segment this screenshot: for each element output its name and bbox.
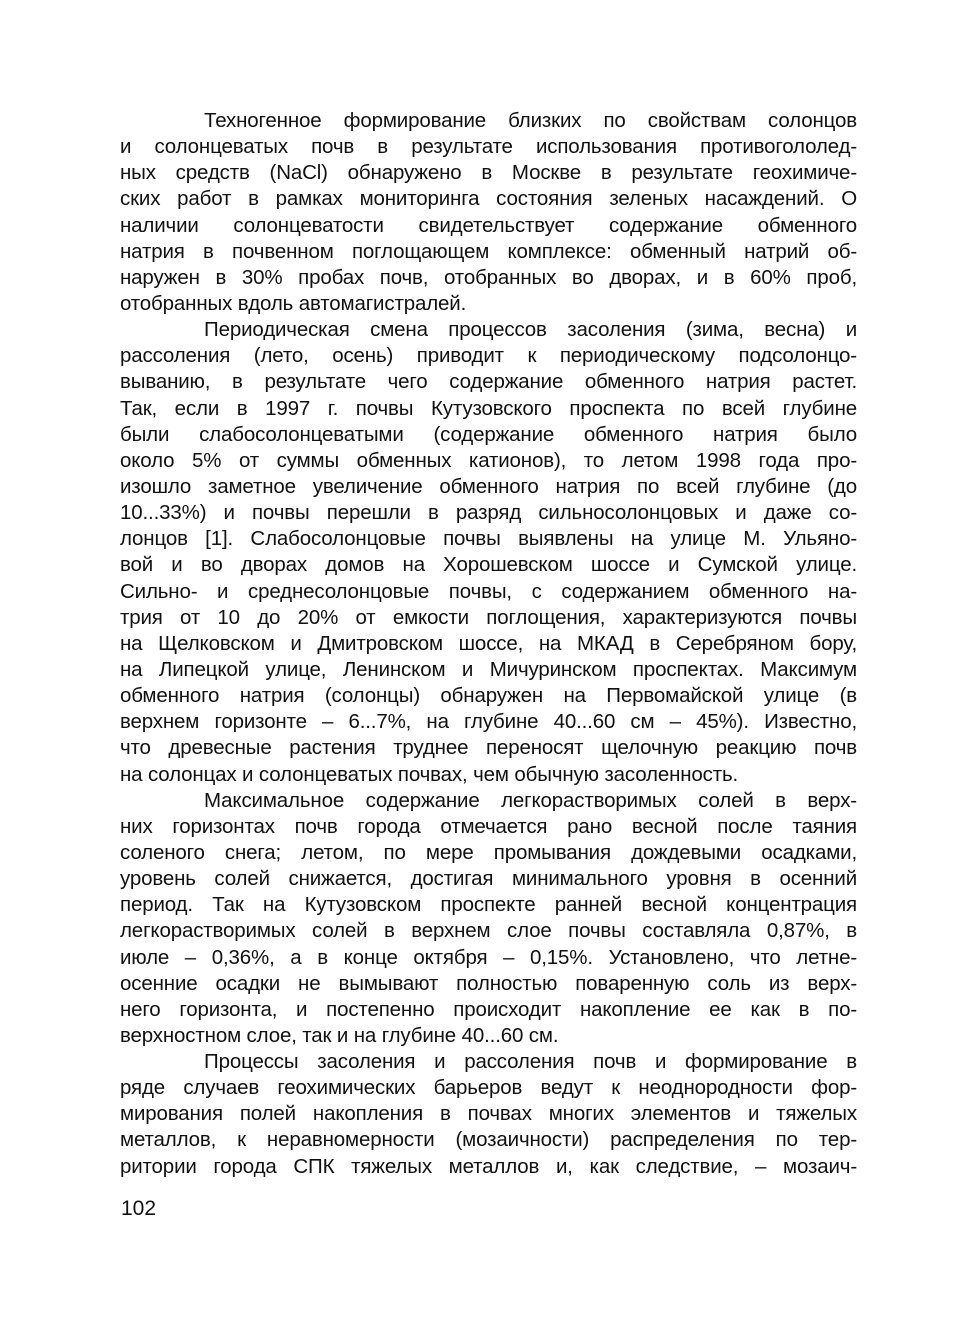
text-line: наружен в 30% пробах почв, отобранных во дворах, и в 60% проб, bbox=[120, 265, 857, 289]
text-line: Техногенное формирование близких по свойствам солонцов bbox=[204, 109, 857, 132]
paragraph-3 bbox=[120, 788, 857, 1049]
text-line: мирования полей накопления в почвах многих элементов и тяжелых bbox=[120, 1102, 857, 1126]
text-line: трия от 10 до 20% от емкости поглощения, характеризуются почвы bbox=[120, 605, 857, 629]
text-line: отобранных вдоль автомагистралей. bbox=[120, 291, 467, 315]
text-line: обменного натрия (солонцы) обнаружен на Первомайской улице (в bbox=[120, 684, 857, 708]
page-number: 102 bbox=[121, 1197, 157, 1220]
text-line: ряде случаев геохимических барьеров ведут к неоднородности фор- bbox=[120, 1076, 857, 1100]
text-line: период. Так на Кутузовском проспекте ранней весной концентрация bbox=[120, 893, 857, 917]
text-line: осенние осадки не вымывают полностью поваренную соль из верх- bbox=[120, 971, 857, 995]
text-line: на солонцах и солонцеватых почвах, чем обычную засоленность. bbox=[120, 762, 739, 786]
text-line: ных средств (NaCl) обнаружено в Москве в результате геохимиче- bbox=[120, 161, 857, 185]
text-line: вой и во дворах домов на Хорошевском шоссе и Сумской улице. bbox=[120, 553, 857, 577]
text-line: Процессы засоления и рассоления почв и формирование в bbox=[204, 1050, 857, 1074]
text-line: него горизонта, и постепенно происходит накопление ее как в по- bbox=[120, 997, 857, 1021]
text-line: металлов, к неравномерности (мозаичности) распределения по тер- bbox=[120, 1128, 857, 1152]
text-line: верхнем горизонте – 6...7%, на глубине 40...60 см – 45%). Известно, bbox=[120, 710, 857, 734]
text-line: натрия в почвенном поглощающем комплексе: обменный натрий об- bbox=[120, 239, 857, 263]
text-line: выванию, в результате чего содержание обменного натрия растет. bbox=[120, 370, 857, 394]
text-line: Периодическая смена процессов засоления (зима, весна) и bbox=[204, 318, 857, 342]
text-line: 10...33%) и почвы перешли в разряд сильносолонцовых и даже со- bbox=[120, 501, 857, 525]
text-line: ритории города СПК тяжелых металлов и, как следствие, – мозаич- bbox=[120, 1154, 857, 1178]
text-line: что древесные растения труднее переносят щелочную реакцию почв bbox=[120, 736, 857, 760]
text-line: на Липецкой улице, Ленинском и Мичуринском проспектах. Максимум bbox=[120, 657, 857, 681]
text-line: изошло заметное увеличение обменного натрия по всей глубине (до bbox=[120, 474, 857, 498]
text-line: наличии солонцеватости свидетельствует содержание обменного bbox=[120, 213, 857, 237]
text-line: уровень солей снижается, достигая минимального уровня в осенний bbox=[120, 867, 857, 891]
text-line: около 5% от суммы обменных катионов), то летом 1998 года про- bbox=[120, 448, 857, 472]
text-line: верхностном слое, так и на глубине 40...60 см. bbox=[120, 1023, 559, 1047]
text-line: Максимальное содержание легкорастворимых солей в верх- bbox=[204, 788, 857, 812]
text-line: Сильно- и среднесолонцовые почвы, с содержанием обменного на- bbox=[120, 579, 857, 603]
text-line: соленого снега; летом, по мере промывания дождевыми осадками, bbox=[120, 840, 857, 864]
text-line: рассоления (лето, осень) приводит к периодическому подсолонцо- bbox=[120, 344, 857, 368]
paragraph-1 bbox=[120, 108, 857, 317]
text-line: ских работ в рамках мониторинга состояния зеленых насаждений. О bbox=[120, 187, 857, 211]
body-text bbox=[120, 108, 857, 1180]
text-line: на Щелковском и Дмитровском шоссе, на МКАД в Серебряном бору, bbox=[120, 631, 857, 655]
paragraph-2 bbox=[120, 317, 857, 788]
text-line: Так, если в 1997 г. почвы Кутузовского проспекта по всей глубине bbox=[120, 396, 857, 420]
text-line: легкорастворимых солей в верхнем слое почвы составляла 0,87%, в bbox=[120, 919, 857, 943]
text-line: были слабосолонцеватыми (содержание обменного натрия было bbox=[120, 422, 857, 446]
text-line: июле – 0,36%, а в конце октября – 0,15%. Установлено, что летне- bbox=[120, 945, 857, 969]
paragraph-4 bbox=[120, 1049, 857, 1180]
text-line: и солонцеватых почв в результате использования противогололед- bbox=[120, 135, 857, 159]
text-line: них горизонтах почв города отмечается рано весной после таяния bbox=[120, 814, 857, 838]
text-line: лонцов [1]. Слабосолонцовые почвы выявлены на улице М. Ульяно- bbox=[120, 527, 857, 551]
